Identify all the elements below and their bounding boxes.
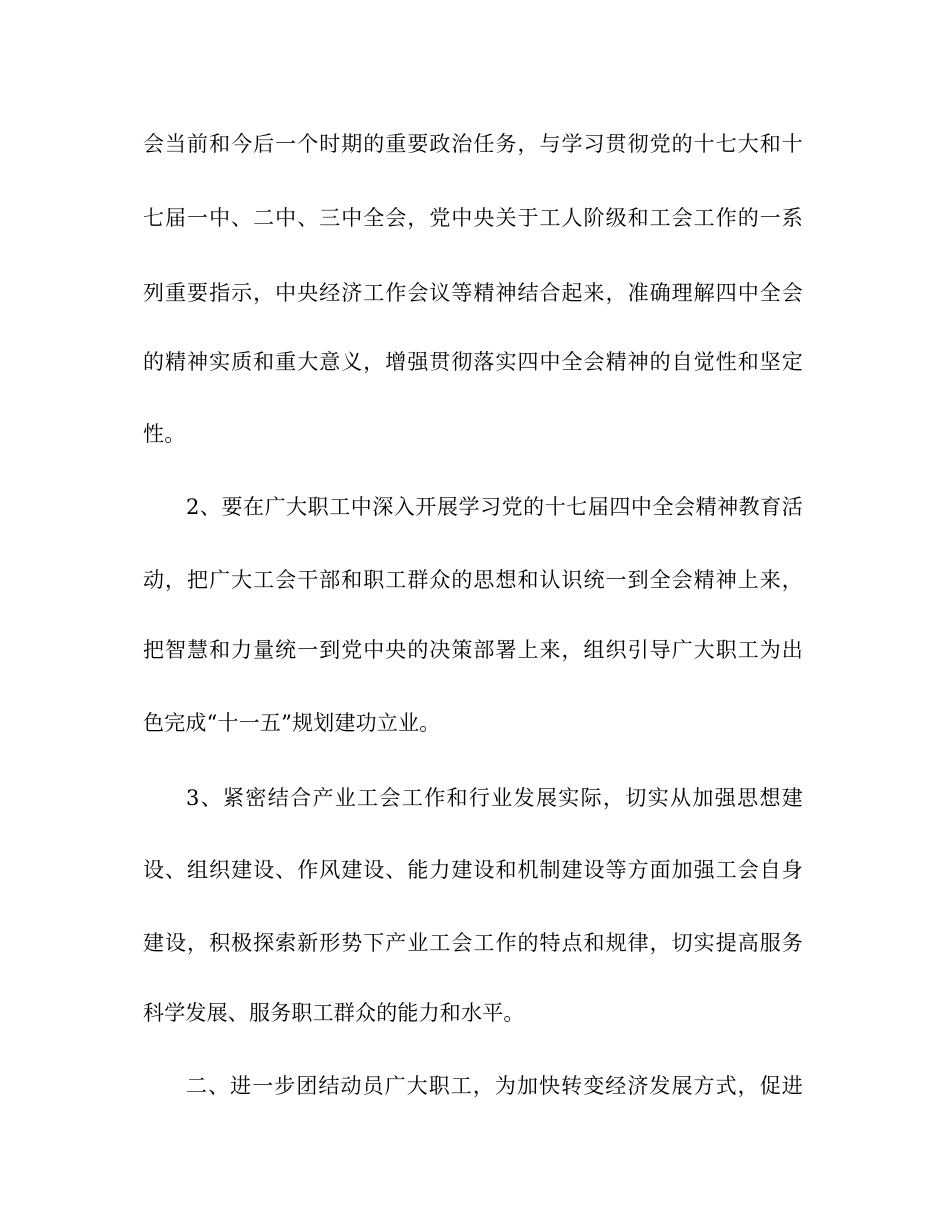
paragraph-3-line-1: 3、紧密结合产业工会工作和行业发展实际，切实从加强思想建 xyxy=(186,786,803,810)
paragraph-1-line-2: 七届一中、二中、三中全会，党中央关于工人阶级和工会工作的一系 xyxy=(143,206,803,230)
paragraph-3-line-2: 设、组织建设、作风建设、能力建设和机制建设等方面加强工会自身 xyxy=(143,858,803,882)
section-two-line-1: 二、进一步团结动员广大职工，为加快转变经济发展方式，促进 xyxy=(186,1074,803,1098)
paragraph-2-line-4: 色完成“十一五”规划建功立业。 xyxy=(143,711,441,735)
paragraph-1-line-4: 的精神实质和重大意义，增强贯彻落实四中全会精神的自觉性和坚定 xyxy=(143,350,803,374)
paragraph-2-line-3: 把智慧和力量统一到党中央的决策部署上来，组织引导广大职工为出 xyxy=(143,638,803,662)
paragraph-1-line-3: 列重要指示，中央经济工作会议等精神结合起来，准确理解四中全会 xyxy=(143,281,803,305)
paragraph-1-line-5: 性。 xyxy=(143,422,186,446)
paragraph-2-line-1: 2、要在广大职工中深入开展学习党的十七届四中全会精神教育活 xyxy=(186,495,803,519)
paragraph-3-line-4: 科学发展、服务职工群众的能力和水平。 xyxy=(143,1001,525,1025)
paragraph-2-line-2: 动，把广大工会干部和职工群众的思想和认识统一到全会精神上来， xyxy=(143,568,803,592)
paragraph-1-line-1: 会当前和今后一个时期的重要政治任务，与学习贯彻党的十七大和十 xyxy=(143,132,803,156)
paragraph-3-line-3: 建设，积极探索新形势下产业工会工作的特点和规律，切实提高服务 xyxy=(143,931,803,955)
